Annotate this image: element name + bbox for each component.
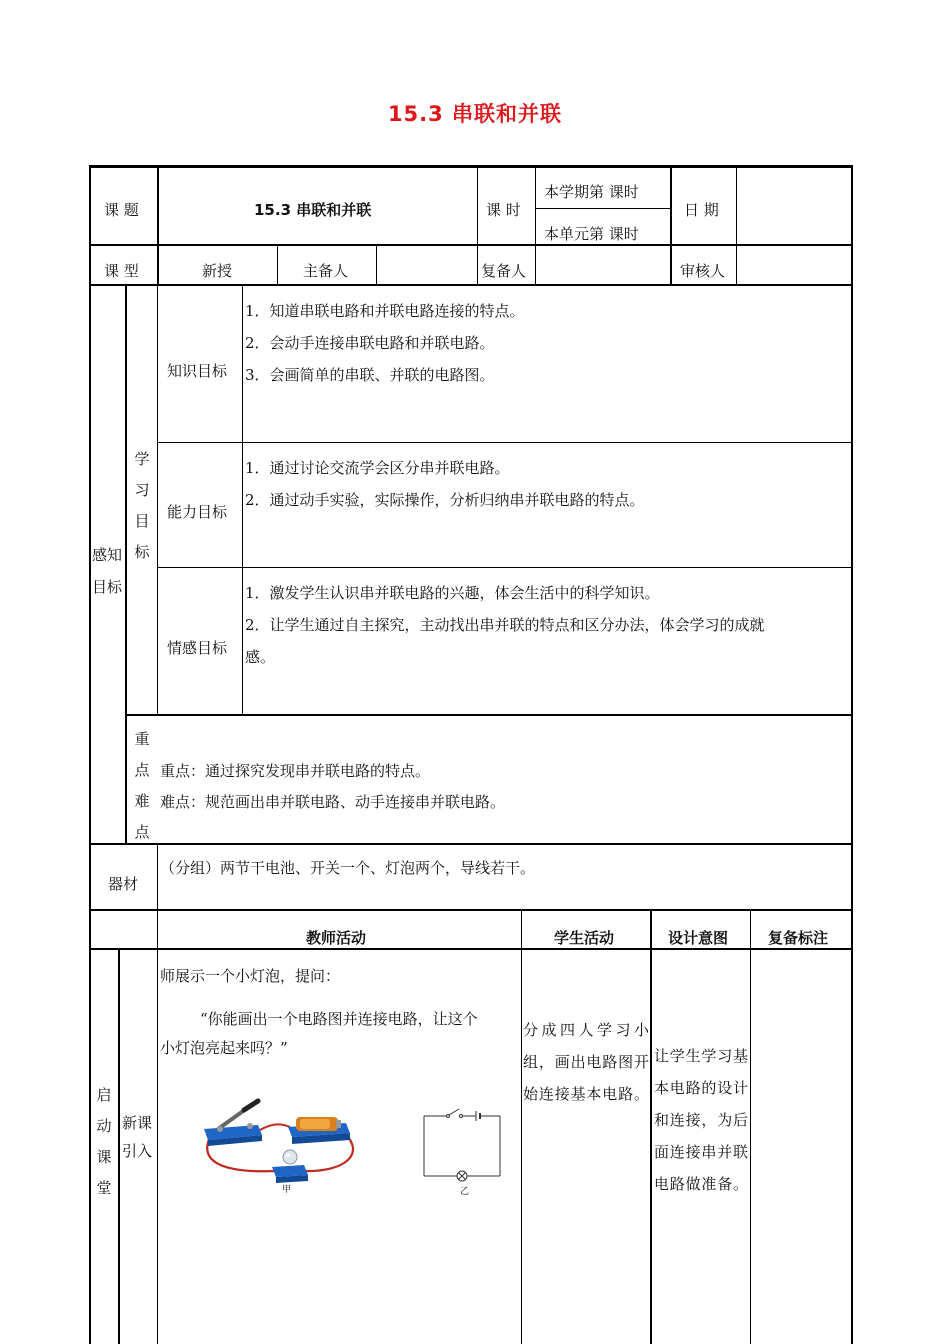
lead-label: 主备人 [303,262,349,280]
bulb [283,1150,297,1164]
student-activity: 分成四人学习小组，画出电路图开始连接基本电路。 [523,1021,649,1103]
table-border [650,910,652,1344]
header-teacher: 教师活动 [306,929,367,947]
key-point: 重点：通过探究发现串并联电路的特点。 [160,762,431,780]
backup-label: 复备人 [481,262,527,280]
table-border [157,165,159,285]
equipment-label: 器材 [108,875,139,893]
topic-value: 15.3 串联和并联 [254,201,372,219]
difficult-point: 难点：规范画出串并联电路、动手连接串并联电路。 [160,793,506,811]
design-intent: 让学生学习基本电路的设计和连接，为后面连接串并联电路做准备。 [654,1047,748,1193]
table-border [89,165,853,168]
table-border [89,948,853,950]
header-design: 设计意图 [668,929,729,947]
figure-label-b: 乙 [460,1187,470,1197]
hours-unit: 本单元第 课时 [544,225,639,243]
table-border [89,165,91,1344]
wire [258,1124,290,1131]
study-goal-label: 学 习 目 标 [134,450,150,561]
table-border [118,949,120,1344]
knowledge-item: 1．知道串联电路和并联电路连接的特点。 [245,302,525,320]
type-label: 课 型 [104,262,139,280]
knowledge-label: 知识目标 [167,362,228,380]
circuit-diagram-figure [420,1106,504,1184]
table-border [535,208,671,209]
figure-label-a: 甲 [282,1185,292,1195]
table-border [535,165,536,245]
ability-item: 2．通过动手实验，实际操作，分析归纳串并联电路的特点。 [245,491,645,509]
table-border [521,910,522,1344]
knowledge-item: 2．会动手连接串联电路和并联电路。 [245,334,495,352]
lamp-base [272,1165,308,1177]
hours-semester: 本学期第 课时 [544,183,639,201]
table-border [477,165,478,285]
table-border [851,165,853,1344]
emotion-label: 情感目标 [167,639,228,657]
emotion-item: 1．激发学生认识串并联电路的兴趣，体会生活中的科学知识。 [245,584,660,602]
table-border [535,245,536,285]
table-border [89,909,853,911]
equipment-value: （分组）两节干电池、开关一个、灯泡两个，导线若干。 [160,859,536,877]
teacher-line: 师展示一个小灯泡，提问： [160,967,341,985]
section-label: 新课 [122,1114,153,1132]
date-label: 日 期 [684,201,719,219]
table-border [89,244,853,246]
teacher-line: “你能画出一个电路图并连接电路，让这个 [200,1010,478,1028]
outer-label: 目标 [92,578,123,596]
review-label: 审核人 [680,262,726,280]
table-border [125,285,127,844]
table-border [157,844,158,1344]
type-value: 新授 [202,262,233,280]
table-border [376,245,377,285]
table-border [670,165,672,285]
table-border [125,714,853,716]
knowledge-item: 3．会画简单的串联、并联的电路图。 [245,366,495,384]
table-border [242,285,243,715]
stage-label: 启 动 课 堂 [96,1086,112,1197]
table-border [736,165,737,285]
outer-label: 感知 [92,546,123,564]
page-title: 15.3 串联和并联 [387,102,563,126]
table-border [277,245,278,285]
emotion-item: 感。 [245,648,276,666]
hours-label: 课 时 [486,201,521,219]
emotion-item: 2．让学生通过自主探究，主动找出串并联的特点和区分办法，体会学习的成就 [245,616,765,634]
header-review: 复备标注 [768,929,829,947]
header-student: 学生活动 [554,929,615,947]
table-border [750,910,751,1344]
table-border [89,843,853,845]
table-border [158,567,853,568]
section-label: 引入 [122,1142,153,1160]
topic-label: 课 题 [104,201,139,219]
ability-item: 1．通过讨论交流学会区分串并联电路。 [245,459,510,477]
teacher-line: 小灯泡亮起来吗？” [160,1039,288,1057]
key-difficult-label: 重 点 难 点 [134,730,150,841]
ability-label: 能力目标 [167,503,228,521]
table-border [158,442,853,443]
table-border [157,285,158,715]
table-border [89,284,853,286]
switch-handle [218,1109,246,1129]
